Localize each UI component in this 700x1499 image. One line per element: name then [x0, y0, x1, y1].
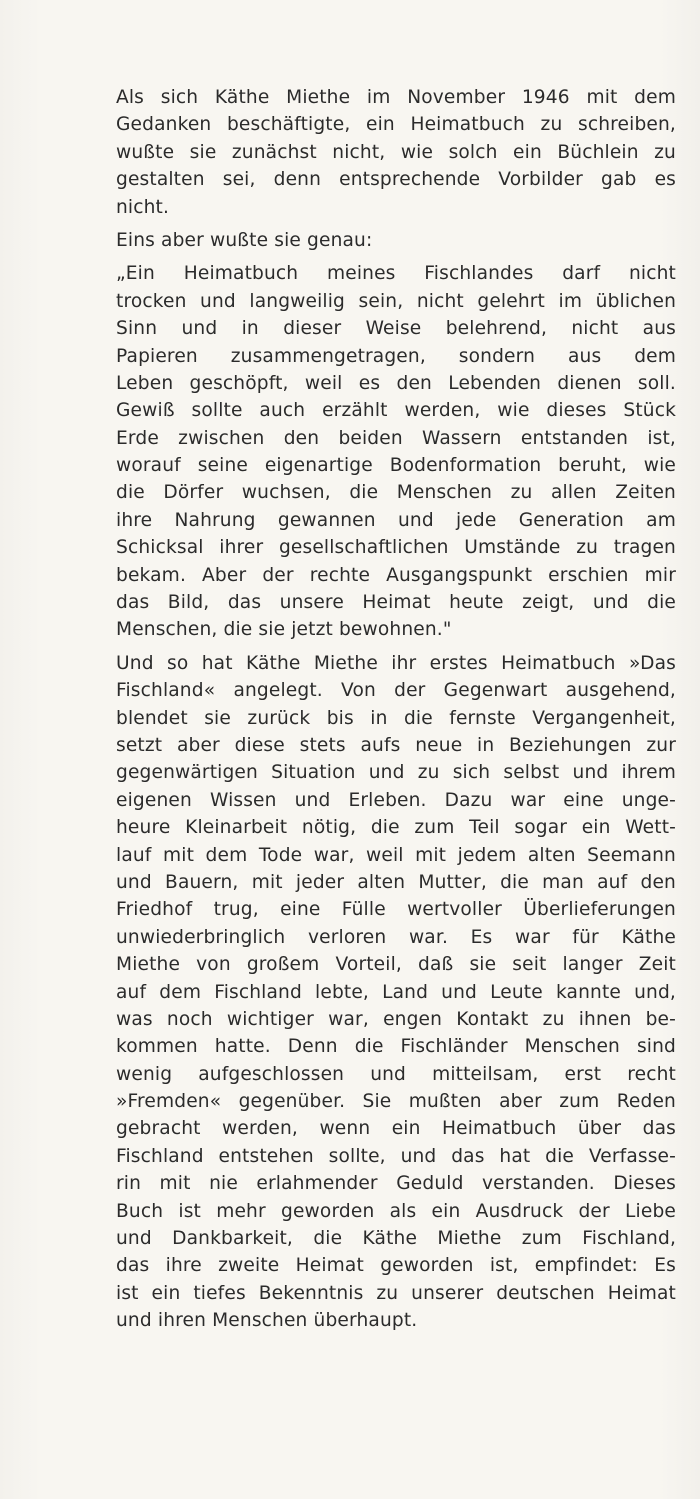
- text-line: eigenen Wissen und Erleben. Dazu war eine unge-: [116, 789, 676, 811]
- text-line: Als sich Käthe Miethe im November 1946 mit dem: [116, 87, 676, 108]
- text-line: Fischland entstehen sollte, und das hat die Verfasse-: [116, 1145, 676, 1167]
- text-line: was noch wichtiger war, engen Kontakt zu ihnen be-: [116, 1008, 676, 1030]
- text-line: gestalten sei, denn entsprechende Vorbilder gab es: [116, 169, 676, 191]
- text-line: Friedhof trug, eine Fülle wertvoller Überlieferungen: [116, 899, 676, 921]
- text-line: Gedanken beschäftigte, ein Heimatbuch zu schreiben,: [116, 114, 676, 136]
- paragraph-1: [116, 84, 676, 221]
- text-line: Miethe von großem Vorteil, daß sie seit langer Zeit: [116, 954, 676, 976]
- text-line: wenig aufgeschlossen und mitteilsam, erst recht: [116, 1063, 676, 1085]
- text-line: worauf seine eigenartige Bodenformation beruht, wie: [116, 455, 676, 477]
- text-block: [116, 84, 676, 1335]
- text-line: Leben geschöpft, weil es den Lebenden dienen soll.: [116, 372, 676, 394]
- text-line: ist ein tiefes Bekenntnis zu unserer deutschen Heimat: [116, 1282, 676, 1304]
- text-line: bekam. Aber der rechte Ausgangspunkt erschien mir: [116, 564, 676, 586]
- text-line: Fischland« angelegt. Von der Gegenwart ausgehend,: [116, 680, 676, 702]
- text-line: trocken und langweilig sein, nicht gelehrt im üblichen: [116, 290, 676, 312]
- text-line: Papieren zusammengetragen, sondern aus dem: [116, 345, 676, 367]
- text-line: heure Kleinarbeit nötig, die zum Teil sogar ein Wett-: [116, 817, 676, 839]
- text-line: blendet sie zurück bis in die fernste Vergangenheit,: [116, 707, 676, 729]
- text-line: nicht.: [116, 196, 170, 218]
- text-line: kommen hatte. Denn die Fischländer Menschen sind: [116, 1036, 676, 1058]
- text-line: setzt aber diese stets aufs neue in Beziehungen zur: [116, 734, 676, 756]
- text-line: Gewiß sollte auch erzählt werden, wie dieses Stück: [116, 400, 676, 422]
- text-line: „Ein Heimatbuch meines Fischlandes darf nicht: [116, 263, 676, 285]
- text-line: und Dankbarkeit, die Käthe Miethe zum Fischland,: [116, 1228, 676, 1250]
- text-line: Erde zwischen den beiden Wassern entstanden ist,: [116, 427, 676, 449]
- text-line: Sinn und in dieser Weise belehrend, nicht aus: [116, 318, 676, 340]
- text-line: das Bild, das unsere Heimat heute zeigt, und die: [116, 592, 676, 614]
- text-line: und ihren Menschen überhaupt.: [116, 1310, 418, 1332]
- text-line: und Bauern, mit jeder alten Mutter, die man auf den: [116, 871, 676, 893]
- paragraph-4: [116, 650, 676, 1335]
- text-line: gegenwärtigen Situation und zu sich selbst und ihrem: [116, 762, 676, 784]
- text-line: Eins aber wußte sie genau:: [116, 229, 373, 251]
- text-line: Buch ist mehr geworden als ein Ausdruck der Liebe: [116, 1200, 676, 1222]
- text-line: ihre Nahrung gewannen und jede Generation am: [116, 509, 676, 531]
- text-line: Schicksal ihrer gesellschaftlichen Umstände zu tragen: [116, 537, 676, 559]
- text-line: auf dem Fischland lebte, Land und Leute kannte und,: [116, 981, 676, 1003]
- text-line: lauf mit dem Tode war, weil mit jedem alten Seemann: [116, 844, 676, 866]
- text-line: gebracht werden, wenn ein Heimatbuch über das: [116, 1118, 676, 1140]
- text-line: wußte sie zunächst nicht, wie solch ein Büchlein zu: [116, 141, 676, 163]
- text-line: Menschen, die sie jetzt bewohnen.": [116, 619, 452, 641]
- text-line: Und so hat Käthe Miethe ihr erstes Heimatbuch »Das: [116, 652, 676, 674]
- text-line: unwiederbringlich verloren war. Es war für Käthe: [116, 926, 676, 948]
- paragraph-3-quote: [116, 260, 676, 643]
- text-line: das ihre zweite Heimat geworden ist, empfindet: Es: [116, 1255, 676, 1277]
- text-line: »Fremden« gegenüber. Sie mußten aber zum Reden: [116, 1091, 676, 1113]
- text-line: rin mit nie erlahmender Geduld verstanden. Dieses: [116, 1173, 676, 1195]
- text-line: die Dörfer wuchsen, die Menschen zu allen Zeiten: [116, 482, 676, 504]
- paragraph-2: [116, 227, 676, 254]
